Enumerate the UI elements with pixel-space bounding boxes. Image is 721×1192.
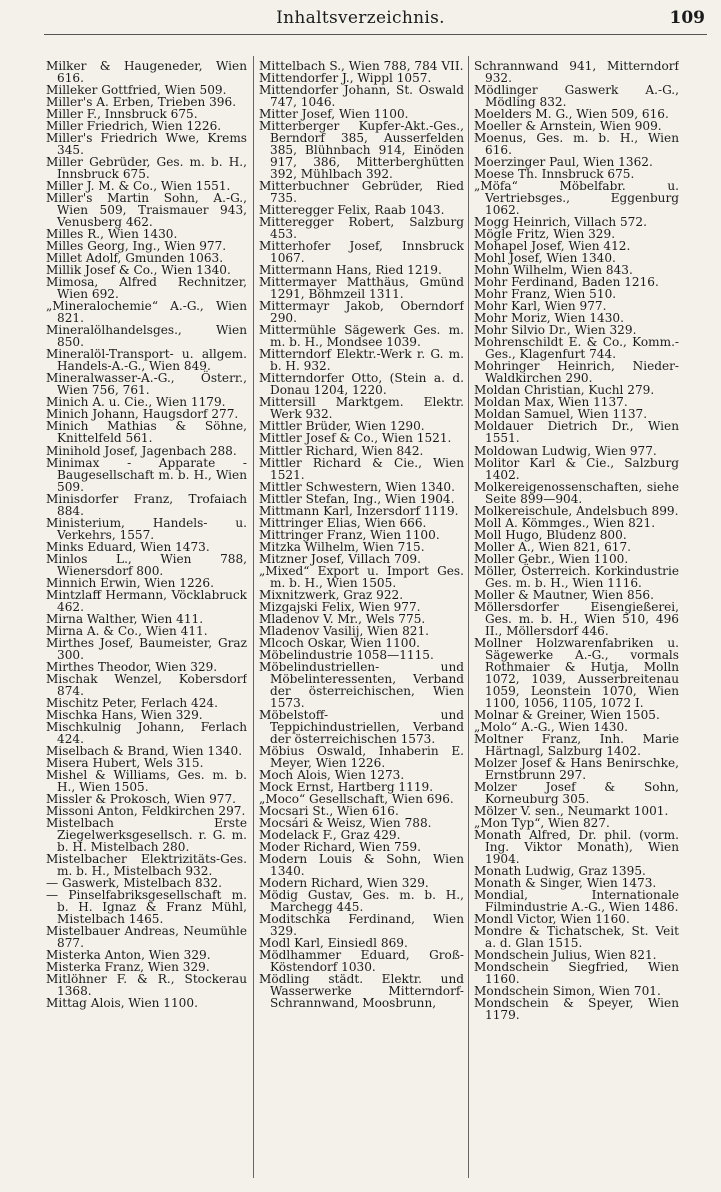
index-entry: „Mon Typ“, Wien 827. (474, 815, 610, 830)
index-entry: Moll A. Kömmges., Wien 821. (474, 515, 656, 530)
index-entry: Mohl Josef, Wien 1340. (474, 251, 616, 266)
index-entry: Moelders M. G., Wien 509, 616. (474, 107, 669, 122)
index-entry: Mödlinger Gaswerk A.-G., Mödling 832. (474, 83, 679, 110)
index-entry: Misterka Anton, Wien 329. (46, 948, 211, 963)
index-entry: Mirna Walther, Wien 411. (46, 611, 204, 626)
index-entry: Moldauer Dietrich Dr., Wien 1551. (474, 419, 679, 446)
index-entry: Moller & Mautner, Wien 856. (474, 587, 654, 602)
index-entry: Mohapel Josef, Wien 412. (474, 239, 631, 254)
index-entry: Miller Friedrich, Wien 1226. (46, 119, 222, 134)
index-entry: Mitter Josef, Wien 1100. (259, 107, 409, 122)
index-entry: Mohr Karl, Wien 977. (474, 299, 607, 314)
index-entry: Miller's Martin Sohn, A.-G., Wien 509, Traismauer 943, Venusberg 462. (46, 191, 247, 230)
column-divider-left (253, 56, 254, 1178)
index-entry: Mohringer Heinrich, Nieder-Waldkirchen 290. (474, 359, 679, 386)
index-entry: Mondschein Siegfried, Wien 1160. (474, 960, 679, 987)
index-entry: Minihold Josef, Jagenbach 288. (46, 443, 237, 458)
index-entry: Möllersdorfer Eisengießerei, Ges. m. b. H., Wien 510, 496 II., Möllersdorf 446. (474, 599, 679, 638)
index-entry: Minich A. u. Cie., Wien 1179. (46, 395, 226, 410)
index-entry: Modern Louis & Sohn, Wien 1340. (259, 852, 464, 879)
index-entry: Miller Gebrüder, Ges. m. b. H., Innsbruck 675. (46, 155, 247, 182)
index-entry: Milleker Gottfried, Wien 509. (46, 83, 227, 98)
index-entry: Mondre & Tichatschek, St. Veit a. d. Glan 1515. (474, 924, 679, 951)
running-title: Inhaltsverzeichnis. (276, 8, 445, 28)
index-entry: Mittmann Karl, Inzersdorf 1119. (259, 503, 459, 518)
index-entry: Minnich Erwin, Wien 1226. (46, 575, 214, 590)
index-entry: Mondschein Julius, Wien 821. (474, 948, 657, 963)
index-entry: Mittelbach S., Wien 788, 784 VII. (259, 60, 464, 73)
index-entry: Mishel & Williams, Ges. m. b. H., Wien 1505. (46, 767, 247, 794)
index-entry: Moldan Samuel, Wien 1137. (474, 407, 648, 422)
index-entry: Molzer Josef & Sohn, Korneuburg 305. (474, 779, 679, 806)
index-entry: Molkereischule, Andelsbuch 899. (474, 503, 679, 518)
index-entry: Millet Adolf, Gmunden 1063. (46, 251, 224, 266)
index-entry: Mödig Gustav, Ges. m. b. H., Marchegg 445. (259, 888, 464, 915)
index-entry: Mocsari St., Wien 616. (259, 803, 399, 818)
index-entry: Mondl Victor, Wien 1160. (474, 912, 630, 927)
index-entry: Mittler Richard & Cie., Wien 1521. (259, 455, 464, 482)
index-entry: Moll Hugo, Bludenz 800. (474, 527, 627, 542)
index-entry: Misera Hubert, Wels 315. (46, 755, 204, 770)
index-entry: Mineralwasser-A.-G., Österr., Wien 756, 761. (46, 371, 247, 398)
index-entry: Mohr Ferdinand, Baden 1216. (474, 275, 659, 290)
index-entry: Mitterberger Kupfer-Akt.-Ges., Berndorf 385, Ausserfelden 385, Blühnbach 914, Einöden 917, 386, Mitterberghütten 392, Mühlbach 392. (259, 119, 464, 182)
index-entry: Mondial, Internationale Filmindustrie A.-G., Wien 1486. (474, 888, 679, 915)
index-entry: Mitzka Wilhelm, Wien 715. (259, 539, 425, 554)
index-entry: Möbelstoff- und Teppichindustriellen, Verband der österreichischen 1573. (259, 707, 464, 746)
index-entry: Mödlhammer Eduard, Groß-Köstendorf 1030. (259, 948, 464, 975)
index-entry: Minich Johann, Haugsdorf 277. (46, 407, 239, 422)
index-entry: Moller A., Wien 821, 617. (474, 539, 632, 554)
index-entry: Moldan Christian, Kuchl 279. (474, 383, 655, 398)
index-entry: Mitlöhner F. & R., Stockerau 1368. (46, 972, 247, 999)
index-entry: Mittringer Franz, Wien 1100. (259, 527, 440, 542)
index-entry: Mirthes Theodor, Wien 329. (46, 659, 218, 674)
index-entry: Mittag Alois, Wien 1100. (46, 996, 198, 1011)
index-entry: Mittler Josef & Co., Wien 1521. (259, 431, 452, 446)
index-entry: Möbelindustrie 1058—1115. (259, 647, 434, 662)
index-entry: Mittler Brüder, Wien 1290. (259, 419, 425, 434)
index-entry: Mogg Heinrich, Villach 572. (474, 215, 647, 230)
column-divider-right (468, 56, 469, 1178)
index-entry: Miller F., Innsbruck 675. (46, 107, 198, 122)
index-entry: Mitteregger Robert, Salzburg 453. (259, 215, 464, 242)
index-entry: Moltner Franz, Inh. Marie Härtnagl, Salzburg 1402. (474, 731, 679, 758)
index-entry: Mollner Holzwarenfabriken u. Sägewerke A.-G., vormals Rothmaier & Hutja, Molln 1072, 1039, Ausserbreitenau 1059, Leonstein 1070, Wien 1100, 1056, 1105, 1072 I. (474, 635, 679, 710)
index-entry: „Mineralochemie“ A.-G., Wien 821. (46, 299, 247, 326)
index-entry: Schrannwand 941, Mitterndorf 932. (474, 60, 679, 86)
index-entry: Modl Karl, Einsiedl 869. (259, 936, 408, 951)
index-entry: Mineralöl-Transport- u. allgem. Handels-A.-G., Wien 849. (46, 347, 247, 374)
index-entry: Minimax - Apparate - Baugesellschaft m. b. H., Wien 509. (46, 455, 247, 494)
index-entry: „Moco“ Gesellschaft, Wien 696. (259, 791, 454, 806)
index-entry: Minisdorfer Franz, Trofaiach 884. (46, 491, 247, 518)
index-entry: Moditschka Ferdinand, Wien 329. (259, 912, 464, 939)
index-entry: Mitzner Josef, Villach 709. (259, 551, 421, 566)
index-entry: Mixnitzwerk, Graz 922. (259, 587, 404, 602)
index-entry: Moese Th. Innsbruck 675. (474, 167, 635, 182)
index-entry: Mödling städt. Elektr. und Wasserwerke Mitterndorf-Schrannwand, Moosbrunn, (259, 972, 464, 1011)
index-entry: Mohrenschildt E. & Co., Komm.-Ges., Klagenfurt 744. (474, 335, 679, 362)
index-entry: Mondschein Simon, Wien 701. (474, 984, 661, 999)
index-entry: Mladenov Vasilij, Wien 821. (259, 623, 429, 638)
index-entry: „Molo“ A.-G., Wien 1430. (474, 719, 629, 734)
index-entry: Mizgajski Felix, Wien 977. (259, 599, 421, 614)
index-entry: Mohr Silvio Dr., Wien 329. (474, 323, 637, 338)
index-entry: Minlos L., Wien 788, Wienersdorf 800. (46, 551, 247, 578)
index-entry: Mintzlaff Hermann, Vöcklabruck 462. (46, 587, 247, 614)
index-entry: Mittendorfer Johann, St. Oswald 747, 1046. (259, 83, 464, 110)
index-entry: Milles R., Wien 1430. (46, 227, 178, 242)
index-entry: Mistelbach Erste Ziegelwerksgesellsch. r. G. m. b. H. Mistelbach 280. (46, 815, 247, 855)
index-entry: Miller's Friedrich Wwe, Krems 345. (46, 131, 247, 158)
index-entry: Mohr Moriz, Wien 1430. (474, 311, 624, 326)
index-entry: Mistelbacher Elektrizitäts-Ges. m. b. H., Mistelbach 932. (46, 852, 247, 879)
index-entry: Miller's A. Erben, Trieben 396. (46, 95, 237, 110)
index-entry: Moeller & Arnstein, Wien 909. (474, 119, 662, 134)
index-entry: Modelack F., Graz 429. (259, 828, 401, 842)
index-entry: Mimosa, Alfred Rechnitzer, Wien 692. (46, 275, 247, 302)
index-entry: Milles Georg, Ing., Wien 977. (46, 239, 227, 254)
index-entry: „Mixed“ Export u. Import Ges. m. b. H., Wien 1505. (259, 563, 464, 590)
index-entry: Monath Ludwig, Graz 1395. (474, 864, 646, 879)
index-entry: Moder Richard, Wien 759. (259, 840, 421, 855)
index-entry: Mittler Stefan, Ing., Wien 1904. (259, 491, 455, 506)
index-entry: Moldan Max, Wien 1137. (474, 395, 628, 410)
index-entry: Minks Eduard, Wien 1473. (46, 539, 210, 554)
index-entry: Missler & Prokosch, Wien 977. (46, 791, 236, 806)
index-entry: Misterka Franz, Wien 329. (46, 960, 210, 975)
column-left (46, 60, 247, 1182)
index-entry: Mittendorfer J., Wippl 1057. (259, 71, 432, 86)
index-entry: Mittersill Marktgem. Elektr. Werk 932. (259, 395, 464, 422)
index-entry: Mlcoch Oskar, Wien 1100. (259, 635, 421, 650)
index-entry: Missoni Anton, Feldkirchen 297. (46, 803, 246, 818)
index-entry: Modern Richard, Wien 329. (259, 876, 429, 891)
index-entry: Molnar & Greiner, Wien 1505. (474, 707, 660, 722)
index-entry: Mohr Franz, Wien 510. (474, 287, 617, 302)
column-right (474, 60, 679, 1182)
index-entry: Möbius Oswald, Inhaberin E. Meyer, Wien 1226. (259, 743, 464, 770)
index-entry: Mirthes Josef, Baumeister, Graz 300. (46, 635, 247, 662)
index-entry: Mitterbuchner Gebrüder, Ried 735. (259, 179, 464, 206)
index-entry: Millik Josef & Co., Wien 1340. (46, 263, 231, 278)
index-entry: Molzer Josef & Hans Benirschke, Ernstbrunn 297. (474, 755, 679, 782)
index-entry: Molkereigenossenschaften, siehe Seite 899—904. (474, 479, 679, 506)
page-number: 109 (669, 8, 705, 28)
index-entry: Moch Alois, Wien 1273. (259, 767, 405, 782)
index-entry: — Pinselfabriksgesellschaft m. b. H. Ignaz & Franz Mühl, Mistelbach 1465. (46, 888, 247, 927)
column-middle (259, 60, 464, 1182)
header-rule (44, 34, 707, 35)
index-entry: Mondschein & Speyer, Wien 1179. (474, 996, 679, 1023)
index-entry: Minich Mathias & Söhne, Knittelfeld 561. (46, 419, 247, 446)
index-entry: Mischak Wenzel, Kobersdorf 874. (46, 671, 247, 698)
index-entry: Miselbach & Brand, Wien 1340. (46, 743, 243, 758)
index-entry: Moldowan Ludwig, Wien 977. (474, 443, 657, 458)
index-entry: Ministerium, Handels- u. Verkehrs, 1557. (46, 515, 247, 542)
index-entry: „Möfa“ Möbelfabr. u. Vertriebsges., Eggenburg 1062. (474, 179, 679, 218)
index-entry: Moenus, Ges. m. b. H., Wien 616. (474, 131, 679, 158)
index-entry: Mitterhofer Josef, Innsbruck 1067. (259, 239, 464, 266)
index-entry: Mittermayer Matthäus, Gmünd 1291, Böhmzeil 1311. (259, 275, 464, 302)
index-entry: Mölzer V. sen., Neumarkt 1001. (474, 803, 669, 818)
index-entry: Moerzinger Paul, Wien 1362. (474, 155, 653, 170)
index-entry: Mistelbauer Andreas, Neumühle 877. (46, 924, 247, 951)
index-entry: Mocsári & Weisz, Wien 788. (259, 815, 432, 830)
index-entry: Moller Gebr., Wien 1100. (474, 551, 629, 566)
index-entry: Mittermühle Sägewerk Ges. m. m. b. H., Mondsee 1039. (259, 323, 464, 350)
index-entry: Mischka Hans, Wien 329. (46, 707, 203, 722)
index-entry: Miller J. M. & Co., Wien 1551. (46, 179, 231, 194)
index-entry: Mischkulnig Johann, Ferlach 424. (46, 719, 247, 746)
index-entry: Möbelindustriellen- und Möbelinteressenten, Verband der österreichischen, Wien 1573. (259, 659, 464, 710)
index-entry: Mineralölhandelsges., Wien 850. (46, 323, 247, 350)
index-entry: Mittringer Elias, Wien 666. (259, 515, 427, 530)
index-entry: Mögle Fritz, Wien 329. (474, 227, 616, 242)
index-entry: Mittler Richard, Wien 842. (259, 443, 424, 458)
index-entry: Mock Ernst, Hartberg 1119. (259, 779, 434, 794)
index-entry: Mohn Wilhelm, Wien 843. (474, 263, 633, 278)
index-entry: Mladenov V. Mr., Wels 775. (259, 611, 426, 626)
index-entry: Mitterndorf Elektr.-Werk r. G. m. b. H. 932. (259, 347, 464, 374)
index-entry: Mittler Schwestern, Wien 1340. (259, 479, 455, 494)
index-entry: Monath Alfred, Dr. phil. (vorm. Ing. Viktor Monath), Wien 1904. (474, 828, 679, 867)
index-entry: — Gaswerk, Mistelbach 832. (46, 876, 222, 891)
index-entry: Molitor Karl & Cie., Salzburg 1402. (474, 455, 679, 482)
index-entry: Mirna A. & Co., Wien 411. (46, 623, 208, 638)
index-entry: Mitteregger Felix, Raab 1043. (259, 203, 445, 218)
index-entry: Milker & Haugeneder, Wien 616. (46, 60, 247, 86)
index-entry: Mittermann Hans, Ried 1219. (259, 263, 442, 278)
index-entry: Mitterndorfer Otto, (Stein a. d. Donau 1204, 1220. (259, 371, 464, 398)
index-entry: Mischitz Peter, Ferlach 424. (46, 695, 218, 710)
index-entry: Mittermayr Jakob, Oberndorf 290. (259, 299, 464, 326)
index-entry: Möller, Österreich. Korkindustrie Ges. m. b. H., Wien 1116. (474, 563, 679, 590)
index-entry: Monath & Singer, Wien 1473. (474, 876, 657, 891)
